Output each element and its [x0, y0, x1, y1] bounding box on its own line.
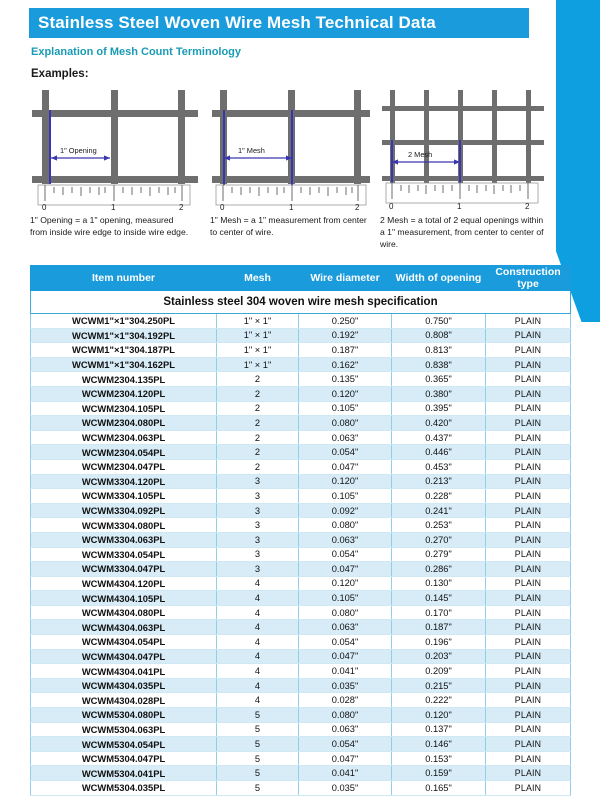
cell-mesh: 3 [217, 503, 299, 518]
ruler-tick-1: 1 [111, 203, 116, 212]
table-row[interactable] [31, 605, 571, 620]
cell-plain: PLAIN [486, 518, 571, 533]
cell-plain: PLAIN [486, 605, 571, 620]
cell-plain: PLAIN [486, 386, 571, 401]
table-row[interactable] [31, 430, 571, 445]
cell-item: WCWM3304.063PL [31, 532, 217, 547]
cell-wire: 0.250" [299, 314, 392, 329]
cell-open: 0.153" [392, 751, 486, 766]
cell-mesh: 2 [217, 445, 299, 460]
cell-mesh: 4 [217, 620, 299, 635]
cell-open: 0.365" [392, 372, 486, 387]
cell-item: WCWM4304.028PL [31, 693, 217, 708]
cell-plain: PLAIN [486, 591, 571, 606]
cell-wire: 0.054" [299, 547, 392, 562]
cell-plain: PLAIN [486, 649, 571, 664]
table-title-row [31, 291, 571, 314]
cell-item: WCWM4304.063PL [31, 620, 217, 635]
cell-mesh: 3 [217, 474, 299, 489]
cell-wire: 0.041" [299, 766, 392, 781]
table-row[interactable] [31, 503, 571, 518]
cell-wire: 0.047" [299, 751, 392, 766]
cell-wire: 0.047" [299, 649, 392, 664]
table-row[interactable] [31, 751, 571, 766]
diagram-opening-dimension-label: 1" Opening [60, 146, 97, 155]
cell-open: 0.437" [392, 430, 486, 445]
cell-mesh: 5 [217, 766, 299, 781]
cell-open: 0.453" [392, 459, 486, 474]
cell-plain: PLAIN [486, 562, 571, 577]
cell-open: 0.253" [392, 518, 486, 533]
cell-mesh: 4 [217, 678, 299, 693]
cell-open: 0.196" [392, 635, 486, 650]
cell-mesh: 3 [217, 532, 299, 547]
table-row[interactable] [31, 562, 571, 577]
cell-plain: PLAIN [486, 693, 571, 708]
cell-mesh: 3 [217, 547, 299, 562]
cell-open: 0.130" [392, 576, 486, 591]
cell-mesh: 4 [217, 576, 299, 591]
cell-item: WCWM4304.105PL [31, 591, 217, 606]
table-row[interactable] [31, 781, 571, 796]
cell-open: 0.159" [392, 766, 486, 781]
cell-mesh: 1" × 1" [217, 314, 299, 329]
cell-mesh: 4 [217, 635, 299, 650]
cell-wire: 0.105" [299, 489, 392, 504]
cell-plain: PLAIN [486, 751, 571, 766]
cell-wire: 0.035" [299, 678, 392, 693]
cell-wire: 0.080" [299, 605, 392, 620]
cell-mesh: 4 [217, 649, 299, 664]
column-header-construction[interactable]: Construction type [486, 266, 571, 291]
diagram-mesh-2 [380, 88, 550, 251]
cell-plain: PLAIN [486, 635, 571, 650]
cell-item: WCWM2304.120PL [31, 386, 217, 401]
cell-item: WCWM5304.054PL [31, 737, 217, 752]
ruler-tick-2: 2 [179, 203, 184, 212]
cell-plain: PLAIN [486, 708, 571, 723]
cell-wire: 0.105" [299, 401, 392, 416]
cell-wire: 0.028" [299, 693, 392, 708]
cell-open: 0.215" [392, 678, 486, 693]
cell-plain: PLAIN [486, 532, 571, 547]
cell-item: WCWM4304.041PL [31, 664, 217, 679]
cell-wire: 0.063" [299, 722, 392, 737]
diagram-mesh-2-graphic [380, 88, 546, 212]
table-column-header [31, 266, 571, 291]
cell-wire: 0.120" [299, 576, 392, 591]
cell-item: WCWM5304.041PL [31, 766, 217, 781]
cell-item: WCWM3304.047PL [31, 562, 217, 577]
cell-wire: 0.041" [299, 664, 392, 679]
cell-item: WCWM5304.035PL [31, 781, 217, 796]
table-row[interactable] [31, 357, 571, 372]
cell-plain: PLAIN [486, 314, 571, 329]
table-row[interactable] [31, 489, 571, 504]
table-row[interactable] [31, 386, 571, 401]
cell-plain: PLAIN [486, 781, 571, 796]
cell-item: WCWM5304.063PL [31, 722, 217, 737]
cell-mesh: 2 [217, 459, 299, 474]
cell-mesh: 3 [217, 518, 299, 533]
cell-plain: PLAIN [486, 328, 571, 343]
cell-item: WCWM1"×1"304.192PL [31, 328, 217, 343]
table-title: Stainless steel 304 woven wire mesh specification [31, 291, 571, 314]
cell-open: 0.137" [392, 722, 486, 737]
cell-open: 0.120" [392, 708, 486, 723]
header-row [31, 266, 571, 291]
cell-wire: 0.192" [299, 328, 392, 343]
table-row[interactable] [31, 547, 571, 562]
table-row[interactable] [31, 664, 571, 679]
cell-open: 0.813" [392, 343, 486, 358]
diagram-mesh-1in-dimension-label: 1" Mesh [238, 146, 265, 155]
cell-wire: 0.162" [299, 357, 392, 372]
cell-item: WCWM5304.080PL [31, 708, 217, 723]
cell-item: WCWM3304.054PL [31, 547, 217, 562]
table-body [31, 314, 571, 796]
cell-wire: 0.187" [299, 343, 392, 358]
ruler-tick-2: 2 [355, 203, 360, 212]
table-row[interactable] [31, 635, 571, 650]
cell-wire: 0.080" [299, 518, 392, 533]
cell-mesh: 2 [217, 416, 299, 431]
table-row[interactable] [31, 737, 571, 752]
cell-wire: 0.063" [299, 532, 392, 547]
cell-mesh: 4 [217, 693, 299, 708]
table-row[interactable] [31, 459, 571, 474]
cell-wire: 0.054" [299, 737, 392, 752]
examples-label: Examples: [31, 68, 89, 80]
cell-wire: 0.047" [299, 562, 392, 577]
table-row[interactable] [31, 372, 571, 387]
cell-plain: PLAIN [486, 737, 571, 752]
cell-open: 0.395" [392, 401, 486, 416]
column-header-mesh[interactable]: Mesh [217, 266, 299, 291]
cell-open: 0.222" [392, 693, 486, 708]
cell-plain: PLAIN [486, 430, 571, 445]
cell-open: 0.420" [392, 416, 486, 431]
table-row[interactable] [31, 343, 571, 358]
table-row[interactable] [31, 518, 571, 533]
cell-open: 0.145" [392, 591, 486, 606]
cell-open: 0.209" [392, 664, 486, 679]
cell-plain: PLAIN [486, 620, 571, 635]
cell-item: WCWM2304.047PL [31, 459, 217, 474]
table-row[interactable] [31, 693, 571, 708]
cell-item: WCWM1"×1"304.250PL [31, 314, 217, 329]
specification-table [30, 265, 571, 796]
cell-item: WCWM4304.080PL [31, 605, 217, 620]
column-header-width-opening[interactable]: Width of opening [392, 266, 486, 291]
cell-plain: PLAIN [486, 401, 571, 416]
cell-mesh: 2 [217, 386, 299, 401]
cell-plain: PLAIN [486, 503, 571, 518]
ruler-tick-0: 0 [42, 203, 47, 212]
cell-open: 0.203" [392, 649, 486, 664]
cell-open: 0.380" [392, 386, 486, 401]
cell-plain: PLAIN [486, 547, 571, 562]
cell-item: WCWM3304.105PL [31, 489, 217, 504]
cell-open: 0.750" [392, 314, 486, 329]
section-subtitle: Explanation of Mesh Count Terminology [31, 46, 242, 58]
cell-item: WCWM2304.135PL [31, 372, 217, 387]
cell-open: 0.286" [392, 562, 486, 577]
table-row[interactable] [31, 591, 571, 606]
cell-item: WCWM4304.035PL [31, 678, 217, 693]
table-row[interactable] [31, 474, 571, 489]
cell-wire: 0.135" [299, 372, 392, 387]
table-row[interactable] [31, 401, 571, 416]
page-title: Stainless Steel Woven Wire Mesh Technical Data [38, 13, 436, 32]
diagram-row [30, 88, 550, 251]
cell-plain: PLAIN [486, 445, 571, 460]
cell-item: WCWM3304.120PL [31, 474, 217, 489]
cell-mesh: 1" × 1" [217, 343, 299, 358]
cell-wire: 0.047" [299, 459, 392, 474]
column-header-wire-diameter[interactable]: Wire diameter [299, 266, 392, 291]
cell-item: WCWM2304.054PL [31, 445, 217, 460]
table-row[interactable] [31, 445, 571, 460]
cell-open: 0.446" [392, 445, 486, 460]
cell-mesh: 5 [217, 751, 299, 766]
ruler-tick-0: 0 [389, 202, 394, 211]
cell-item: WCWM2304.063PL [31, 430, 217, 445]
cell-wire: 0.054" [299, 635, 392, 650]
ruler-tick-2: 2 [525, 202, 530, 211]
cell-open: 0.270" [392, 532, 486, 547]
cell-mesh: 5 [217, 781, 299, 796]
cell-plain: PLAIN [486, 459, 571, 474]
cell-mesh: 3 [217, 489, 299, 504]
cell-item: WCWM1"×1"304.187PL [31, 343, 217, 358]
cell-item: WCWM5304.047PL [31, 751, 217, 766]
cell-mesh: 1" × 1" [217, 328, 299, 343]
diagram-mesh-2-dimension-label: 2 Mesh [408, 150, 433, 159]
cell-mesh: 2 [217, 401, 299, 416]
cell-mesh: 2 [217, 430, 299, 445]
table-row[interactable] [31, 766, 571, 781]
cell-item: WCWM2304.105PL [31, 401, 217, 416]
cell-wire: 0.092" [299, 503, 392, 518]
cell-wire: 0.080" [299, 416, 392, 431]
cell-open: 0.213" [392, 474, 486, 489]
cell-plain: PLAIN [486, 722, 571, 737]
table-row[interactable] [31, 722, 571, 737]
cell-item: WCWM1"×1"304.162PL [31, 357, 217, 372]
cell-mesh: 3 [217, 562, 299, 577]
cell-mesh: 5 [217, 708, 299, 723]
cell-open: 0.146" [392, 737, 486, 752]
cell-mesh: 2 [217, 372, 299, 387]
cell-wire: 0.120" [299, 386, 392, 401]
cell-wire: 0.054" [299, 445, 392, 460]
ruler-tick-1: 1 [289, 203, 294, 212]
page-header-band [29, 8, 529, 38]
cell-mesh: 5 [217, 722, 299, 737]
cell-wire: 0.080" [299, 708, 392, 723]
cell-open: 0.808" [392, 328, 486, 343]
cell-open: 0.228" [392, 489, 486, 504]
cell-open: 0.165" [392, 781, 486, 796]
cell-mesh: 4 [217, 605, 299, 620]
diagram-mesh-1in-graphic [210, 88, 372, 212]
table-row[interactable] [31, 649, 571, 664]
cell-plain: PLAIN [486, 372, 571, 387]
table-row[interactable] [31, 620, 571, 635]
cell-plain: PLAIN [486, 576, 571, 591]
ruler-tick-0: 0 [220, 203, 225, 212]
cell-mesh: 1" × 1" [217, 357, 299, 372]
cell-plain: PLAIN [486, 474, 571, 489]
cell-mesh: 5 [217, 737, 299, 752]
table-row[interactable] [31, 314, 571, 329]
cell-mesh: 4 [217, 664, 299, 679]
cell-item: WCWM3304.080PL [31, 518, 217, 533]
cell-plain: PLAIN [486, 678, 571, 693]
cell-item: WCWM3304.092PL [31, 503, 217, 518]
cell-open: 0.241" [392, 503, 486, 518]
cell-mesh: 4 [217, 591, 299, 606]
ruler-tick-1: 1 [457, 202, 462, 211]
specification-table-wrap [30, 265, 570, 796]
cell-plain: PLAIN [486, 343, 571, 358]
cell-plain: PLAIN [486, 357, 571, 372]
cell-plain: PLAIN [486, 416, 571, 431]
cell-wire: 0.063" [299, 430, 392, 445]
cell-plain: PLAIN [486, 489, 571, 504]
table-row[interactable] [31, 678, 571, 693]
cell-wire: 0.063" [299, 620, 392, 635]
cell-open: 0.838" [392, 357, 486, 372]
cell-plain: PLAIN [486, 766, 571, 781]
cell-wire: 0.035" [299, 781, 392, 796]
cell-item: WCWM2304.080PL [31, 416, 217, 431]
cell-item: WCWM4304.047PL [31, 649, 217, 664]
diagram-opening-graphic [30, 88, 200, 212]
cell-plain: PLAIN [486, 664, 571, 679]
diagram-mesh-1in [210, 88, 380, 251]
cell-open: 0.187" [392, 620, 486, 635]
table-row[interactable] [31, 532, 571, 547]
cell-wire: 0.120" [299, 474, 392, 489]
cell-wire: 0.105" [299, 591, 392, 606]
cell-open: 0.170" [392, 605, 486, 620]
diagram-opening-caption: 1" Opening = a 1" opening, measured from inside wire edge to inside wire edge. [30, 215, 189, 237]
cell-open: 0.279" [392, 547, 486, 562]
table-row[interactable] [31, 416, 571, 431]
diagram-opening [30, 88, 210, 251]
cell-item: WCWM4304.120PL [31, 576, 217, 591]
table-row[interactable] [31, 328, 571, 343]
table-row[interactable] [31, 708, 571, 723]
cell-item: WCWM4304.054PL [31, 635, 217, 650]
diagram-mesh-1in-caption: 1" Mesh = a 1" measurement from center to center of wire. [210, 215, 367, 237]
diagram-mesh-2-caption: 2 Mesh = a total of 2 equal openings within a 1" measurement, from center to center of wire. [380, 215, 544, 249]
table-row[interactable] [31, 576, 571, 591]
column-header-item-number[interactable]: Item number [31, 266, 217, 291]
